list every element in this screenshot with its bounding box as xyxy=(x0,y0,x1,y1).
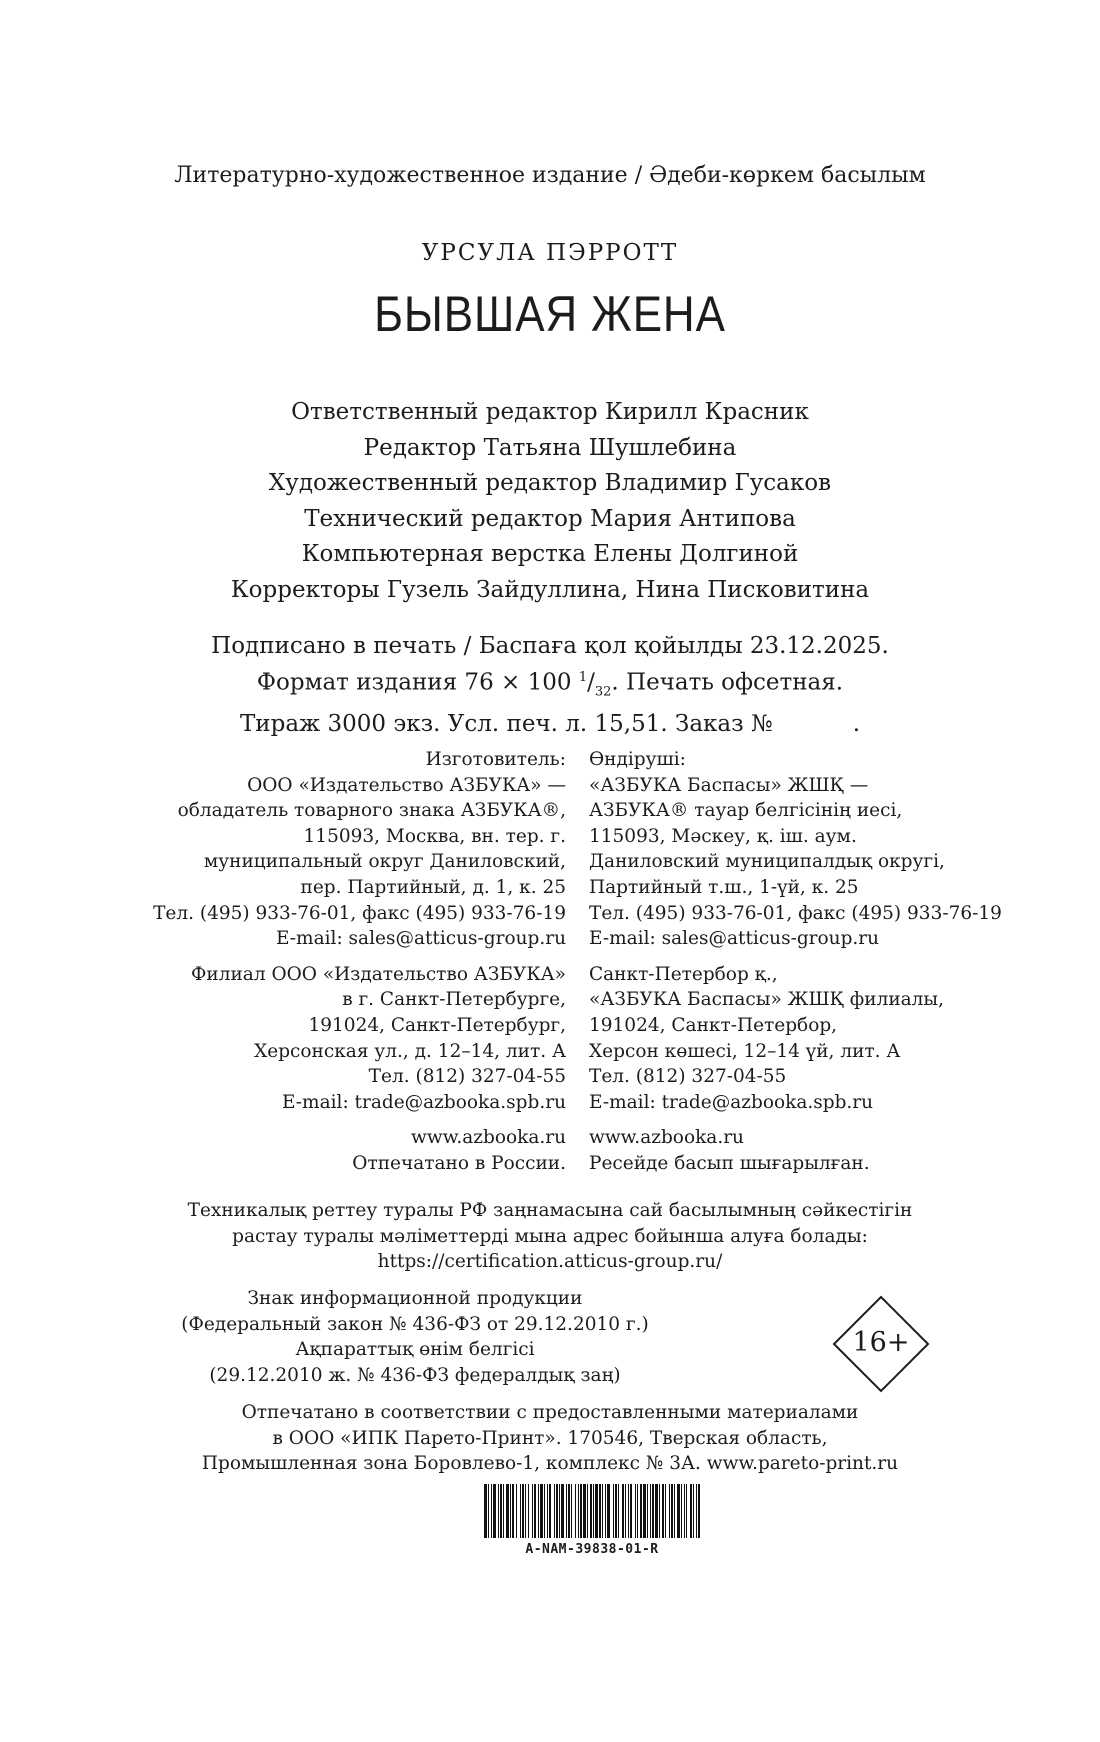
credit-line: Корректоры Гузель Зайдуллина, Нина Писковитина xyxy=(230,576,870,603)
printer-line: Промышленная зона Боровлево-1, комплекс № 3А. www.pareto-print.ru xyxy=(201,1453,899,1475)
format-text: Формат издания 76 × 100 xyxy=(256,669,579,696)
info-line: E-mail: trade@azbooka.spb.ru xyxy=(281,1091,566,1113)
info-line: 115093, Москва, вн. тер. г. xyxy=(303,825,566,847)
info-line: пер. Партийный, д. 1, к. 25 xyxy=(300,876,566,898)
info-line: www.azbooka.ru xyxy=(411,1127,566,1149)
format-slash: / xyxy=(587,669,595,696)
barcode-code: A-NAM-39838-01-R xyxy=(525,1542,659,1557)
info-line: «АЗБУКА Баспасы» ЖШҚ — xyxy=(589,774,869,796)
info-line: 115093, Мәскеу, қ. іш. аум. xyxy=(589,825,857,847)
credit-line: Ответственный редактор Кирилл Красник xyxy=(291,399,809,425)
run-text: Тираж 3000 экз. Усл. печ. л. 15,51. Заказ № xyxy=(239,711,773,738)
cert-line: Техникалық реттеу туралы РФ заңнамасына сай басылымның сәйкестігін xyxy=(187,1200,913,1221)
credit-line: Художественный редактор Владимир Гусаков xyxy=(268,470,832,496)
info-line: ООО «Издательство АЗБУКА» — xyxy=(247,774,566,796)
cert-url: https://certification.atticus-group.ru/ xyxy=(377,1251,723,1273)
info-line: Партийный т.ш., 1-үй, к. 25 xyxy=(589,876,859,898)
certification-note xyxy=(0,1198,1100,1275)
sign-line: Знак информационной продукции xyxy=(247,1288,583,1309)
signed-line: Подписано в печать / Баспаға қол қойылды 23.12.2025. xyxy=(211,633,889,659)
format-suffix: . Печать офсетная. xyxy=(611,669,844,696)
info-line: в г. Санкт-Петербурге, xyxy=(342,989,566,1011)
format-denominator: 32 xyxy=(594,684,612,700)
publisher-info-kz xyxy=(589,747,1002,1177)
printer-line: в ООО «ИПК Парето-Принт». 170546, Тверская область, xyxy=(272,1427,828,1449)
cert-line: растау туралы мәліметтерді мына адрес бойынша алуға болады: xyxy=(232,1225,868,1247)
info-line: Өндіруші: xyxy=(589,749,686,770)
info-line: E-mail: trade@azbooka.spb.ru xyxy=(589,1091,874,1113)
run-suffix: . xyxy=(852,711,861,738)
credit-line: Редактор Татьяна Шушлебина xyxy=(363,434,737,461)
info-line: Тел. (812) 327-04-55 xyxy=(368,1066,566,1088)
age-rating-badge xyxy=(832,1295,930,1393)
printer-info xyxy=(0,1400,1100,1477)
info-line: E-mail: sales@atticus-group.ru xyxy=(589,928,880,950)
info-line: Тел. (495) 933-76-01, факс (495) 933-76-19 xyxy=(589,902,1002,924)
publisher-info-ru xyxy=(153,747,566,1177)
info-line: Филиал ООО «Издательство АЗБУКА» xyxy=(191,963,566,985)
sign-line: (29.12.2010 ж. № 436-ФЗ федералдық заң) xyxy=(209,1364,621,1386)
info-line: Изготовитель: xyxy=(425,749,566,770)
info-line: 191024, Санкт-Петербург, xyxy=(308,1014,566,1036)
info-line: 191024, Санкт-Петербор, xyxy=(589,1014,838,1036)
staff-credits xyxy=(0,395,1100,608)
credit-line: Технический редактор Мария Антипова xyxy=(304,505,796,532)
info-line: Санкт-Петербор қ., xyxy=(589,963,778,985)
genre-line: Литературно-художественное издание / Әдеби-көркем басылым xyxy=(174,163,926,188)
info-line: Отпечатано в России. xyxy=(352,1152,566,1174)
info-line: Ресейде басып шығарылған. xyxy=(589,1152,870,1174)
info-line: АЗБУКА® тауар белгісінің иесі, xyxy=(589,800,903,822)
info-line: муниципальный округ Даниловский, xyxy=(203,851,566,873)
info-line: www.azbooka.ru xyxy=(589,1127,744,1149)
info-line: Тел. (495) 933-76-01, факс (495) 933-76-19 xyxy=(153,902,566,924)
age-rating-label: 16+ xyxy=(852,1327,910,1358)
printer-line: Отпечатано в соответствии с предоставленными материалами xyxy=(241,1402,859,1423)
book-title: БЫВШАЯ ЖЕНА xyxy=(374,286,726,342)
info-product-sign xyxy=(0,1286,830,1388)
info-line: Тел. (812) 327-04-55 xyxy=(589,1066,787,1088)
format-line xyxy=(0,662,1100,708)
format-numerator: 1 xyxy=(578,670,588,685)
info-line: Херсонская ул., д. 12–14, лит. А xyxy=(254,1040,566,1062)
info-line: Даниловский муниципалдық округі, xyxy=(589,851,945,873)
info-line: обладатель товарного знака АЗБУКА®, xyxy=(177,800,566,822)
info-line: Херсон көшесі, 12–14 үй, лит. А xyxy=(589,1040,901,1062)
sign-line: Ақпараттық өнім белгісі xyxy=(295,1339,535,1361)
sign-line: (Федеральный закон № 436-ФЗ от 29.12.2010 г.) xyxy=(181,1313,649,1335)
author-name: УРСУЛА ПЭРРОТТ xyxy=(421,240,679,266)
print-info xyxy=(0,630,1100,740)
info-line: «АЗБУКА Баспасы» ЖШҚ филиалы, xyxy=(589,989,945,1011)
info-line: E-mail: sales@atticus-group.ru xyxy=(275,928,566,950)
credit-line: Компьютерная верстка Елены Долгиной xyxy=(301,541,799,567)
run-line xyxy=(0,708,1100,740)
barcode-icon xyxy=(484,1484,700,1538)
